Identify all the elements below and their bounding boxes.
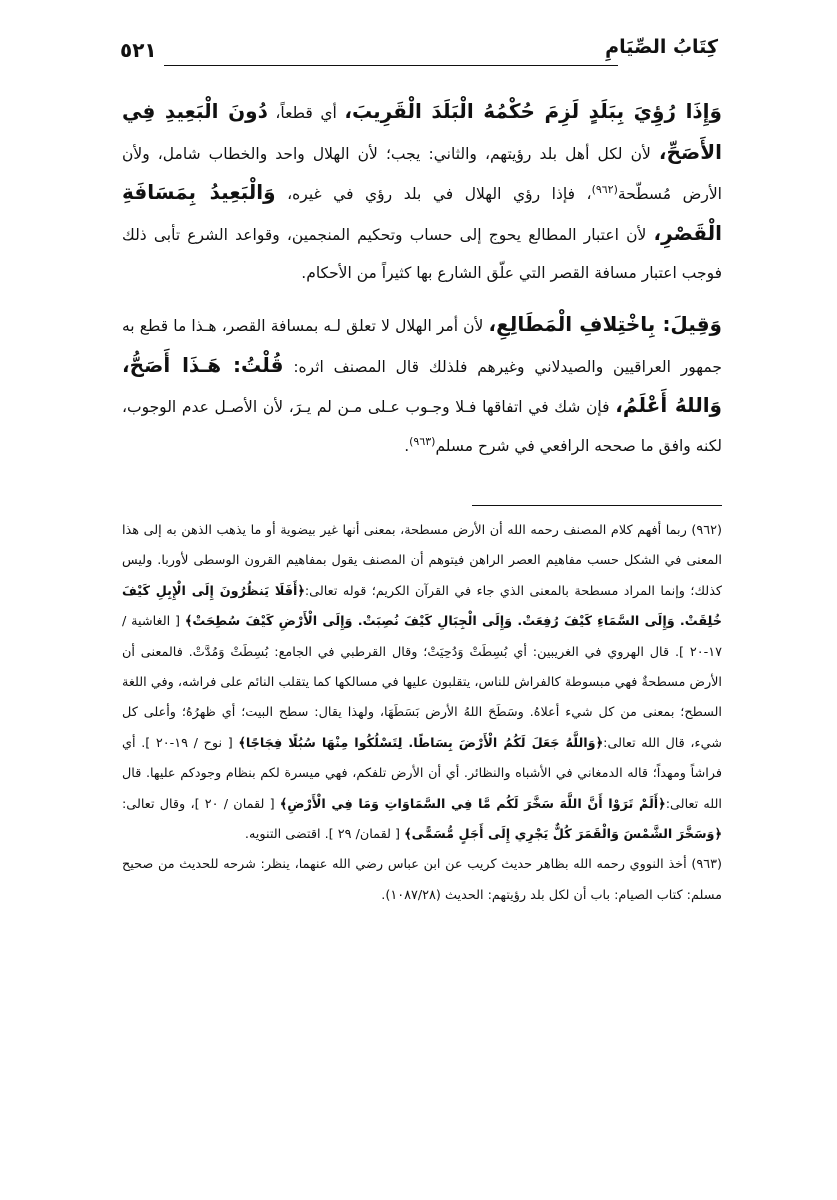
quran-reference: [ لقمان/ ٢٩ ]. <box>324 827 401 843</box>
commentary-text: لأن أمر الهلال لا تعلق لـه بمسافة القصر، هـذا ما قطع به جمهور العراقيين والصيدلاني وغيرهم فلذلك قال المصنف اثره: <box>122 316 722 376</box>
quran-reference: [ الغاشية / ١٧-٢٠ ]. <box>122 614 722 660</box>
footnote-end: . <box>381 887 386 903</box>
footnote-number: (٩٦٢) <box>691 523 722 538</box>
main-text <box>122 92 722 465</box>
matn-text: وَإِذَا رُؤِيَ بِبَلَدٍ لَزِمَ حُكْمُهُ الْبَلَدَ الْقَرِيبَ، <box>344 99 722 123</box>
matn-text: دُونَ الْبَعِيدِ فِي الأَصَحِّ، <box>122 99 722 164</box>
footnote-ref-962[interactable]: (٩٦٢) <box>591 183 618 197</box>
footnote-number: (٩٦٣) <box>691 857 722 873</box>
running-title: كِتَابُ الصِّيَامِ <box>605 36 718 58</box>
footnote-text: اقتضى التنويه. <box>244 827 321 843</box>
paragraph-1 <box>122 92 722 293</box>
footnote-text: أخذ النووي رحمه الله بظاهر حديث كريب عن ابن عباس رضي الله عنهما، ينظر: شرحه للحديث من صحيح مسلم: كتاب الصيام: باب أن لكل بلد رؤيتهم: الحديث <box>122 857 722 903</box>
commentary-text: لأن اعتبار المطالع يحوج إلى حساب وتحكيم المنجمين، وقواعد الشرع تأبى ذلك فوجب اعتبار مسافة القصر التي علّق الشارع بها كثيراً من الأحكام. <box>122 225 722 283</box>
matn-text: وَقِيلَ: بِاخْتِلافِ الْمَطَالِعِ، <box>488 311 722 336</box>
quran-quote: ﴿وَاللَّهُ جَعَلَ لَكُمُ الْأَرْضَ بِسَاطًا. لِتَسْلُكُوا مِنْهَا سُبُلًا فِجَاجًا﴾ <box>238 735 604 751</box>
paragraph-end: . <box>404 436 410 455</box>
hadith-reference: (١٠٨٧/٢٨) <box>385 887 441 903</box>
commentary-text: فإن شك في اتفاقها فـلا وجـوب عـلى مـن لم يـرَ، لأن الأصـل عدم الوجوب، لكنه وافق ما صححه الرافعي في شرح مسلم <box>122 398 722 455</box>
quran-reference: [ نوح / ١٩-٢٠ ]. <box>141 735 233 751</box>
header-rule <box>164 65 618 66</box>
page-number: ٥٢١ <box>120 38 157 62</box>
footnote-963 <box>122 850 722 911</box>
footnote-text: وقال تعالى: <box>122 796 186 812</box>
footnote-ref-963[interactable]: (٩٦٣) <box>409 434 436 448</box>
footnote-text: أي فراشاً ومهداً؛ قاله الدمغاني في الأشباه والنظائر. أي أن الأرض تلفكم، فهي ميسرة لكم بنظام وجودكم عليها. قال الله تعالى: <box>122 735 722 812</box>
quran-reference: [ لقمان / ٢٠ ]، <box>190 796 275 812</box>
commentary-text: أي قطعاً، <box>275 104 337 122</box>
paragraph-2 <box>122 305 722 465</box>
quran-quote: ﴿أَلَمْ تَرَوْا أَنَّ اللَّهَ سَخَّرَ لَكُم مَّا فِي السَّمَاوَاتِ وَمَا فِي الْأَرْضِ﴾ <box>279 796 666 812</box>
footnote-separator <box>472 505 722 506</box>
footnote-text: ربما أفهم كلام المصنف رحمه الله أن الأرض مسطحة، بمعنى أنها غير بيضوية أو ما يذهب الذهن به إلى هذا المعنى في الشكل حسب مفاهيم العصر الراهن فيتوهم أن المصنف يقول بمفاهيم القرون الوسطى لأوربا. وليس كذلك؛ وإنما المراد مسطحة بالمعنى الذي جاء في القرآن الكريم؛ قوله تعالى: <box>122 523 722 599</box>
footnotes <box>122 516 722 911</box>
running-header <box>120 34 718 74</box>
quran-quote: ﴿وَسَخَّرَ الشَّمْسَ وَالْقَمَرَ كُلٌّ يَجْرِي إِلَى أَجَلٍ مُّسَمًّى﴾ <box>404 827 722 843</box>
commentary-text: ، فإذا رؤي الهلال في بلد رؤي في غيره، <box>287 185 592 204</box>
footnote-text: قال الهروي في الغريبين: أي بُسِطَتْ وَدُحِيَتْ؛ وقال القرطبي في الجامع: بُسِطَتْ وَمُدَّتْ. فالمعنى أن الأرض مسطحةٌ فهي مبسوطة كالفراش للناس، يتقلبون عليها في مسالكها كما يتقلب النائم على فراشه، وفي اللغة السطح؛ بمعنى من كل شيء أعلاهُ. وسَطَحَ اللهُ الأرض بَسَطَهَا، ولهذا يقال: سطح البيت؛ أي ظهرُهُ؛ وأعلى كل شيء، قال الله تعالى: <box>122 644 722 751</box>
footnote-962 <box>122 516 722 850</box>
matn-text: قُلْتُ: هَـذَا أَصَحُّ، وَاللهُ أَعْلَمُ، <box>122 352 722 418</box>
quran-quote: ﴿أَفَلَا يَنظُرُونَ إِلَى الْإِبِلِ كَيْفَ خُلِقَتْ. وَإِلَى السَّمَاءِ كَيْفَ رُفِعَتْ. وَإِلَى الْجِبَالِ كَيْفَ نُصِبَتْ. وَإِلَى الْأَرْضِ كَيْفَ سُطِحَتْ﴾ <box>122 583 722 630</box>
matn-text: وَالْبَعِيدُ بِمَسَافَةِ الْقَصْرِ، <box>122 180 722 245</box>
commentary-text: لأن لكل أهل بلد رؤيتهم، والثاني: يجب؛ لأن الهلال واحد والخطاب شامل، ولأن الأرض مُسطّحة <box>122 144 722 204</box>
